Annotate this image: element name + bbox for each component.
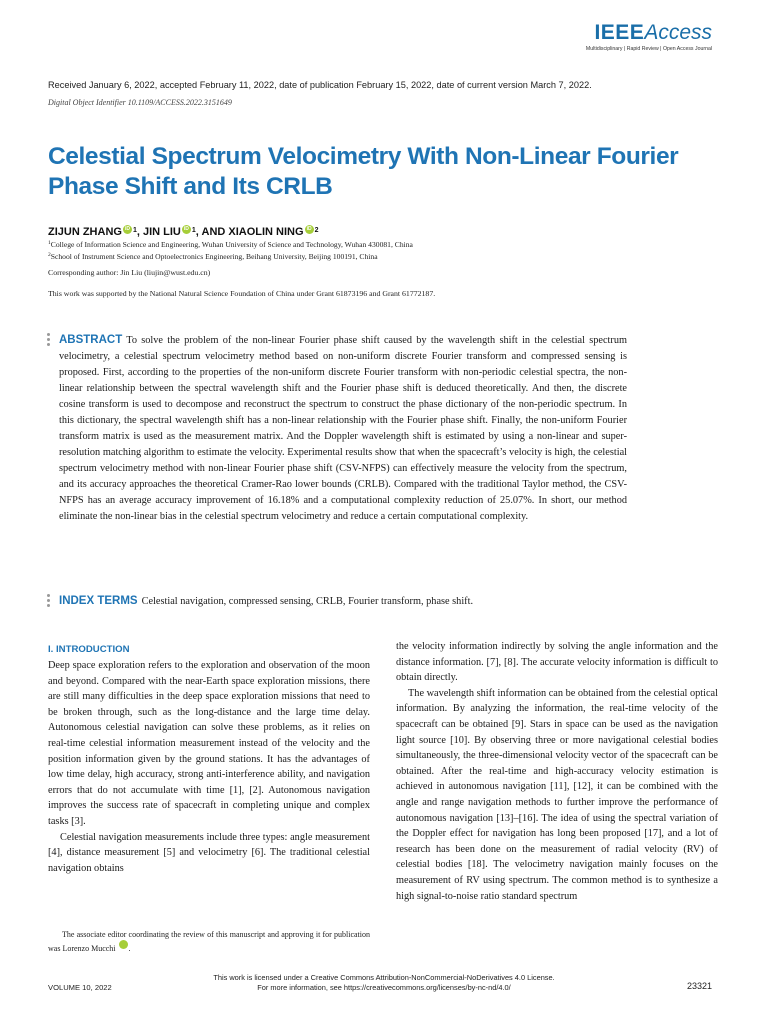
paragraph: Deep space exploration refers to the exploration and observation of the moon and beyond. Compared with the near-Earth space exploration missions, there are still many difficulties in the deep space exploration missions that need to be broken through, such as the long-distance and the large time delay. Autonomous celestial navigation can solve these problems, as it relies on real-time celestial information measurement instead of the velocity and the position information given by the ground stations. It has the advantages of low time delay, high accuracy, strong anti-interference ability, and navigation errors that do not accumulate with time [1], [2]. Autonomous navigation improves the success rate of spacecraft in completing unique and complex tasks [3]. [48,660,370,827]
license-line[interactable]: This work is licensed under a Creative Commons Attribution-NonCommercial-NoDerivatives 4.0 License. [213,973,555,982]
paper-title: Celestial Spectrum Velocimetry With Non-Linear Fourier Phase Shift and Its CRLB [48,143,679,200]
logo-access: Access [644,21,712,44]
index-terms-marker-icon [47,594,51,609]
author-affiliation-mark: 1 [132,226,137,234]
abstract [59,332,627,525]
paragraph: the velocity information indirectly by solving the angle information and the distance information. [7], [8]. The accurate velocity information is difficult to obtain directly. [396,641,718,684]
right-column [396,639,718,904]
affiliation-number: 2 [48,252,51,258]
orcid-icon[interactable]: iD [124,225,130,232]
author-name: JIN LIU [142,226,181,238]
logo-ieee: IEEE [594,21,645,44]
author-affiliation-mark: 2 [314,226,319,234]
orcid-icon[interactable]: iD [183,225,189,232]
corresponding-author: Corresponding author: Jin Liu (liujin@wust.edu.cn) [48,268,211,277]
orcid-icon[interactable]: iD [119,940,128,949]
author-name: XIAOLIN NING [228,226,304,238]
journal-logo [586,22,712,52]
footnote-end: . [128,944,131,953]
received-dates: Received January 6, 2022, accepted February 11, 2022, date of publication February 15, 2022, date of current version March 7, 2022. [48,80,592,90]
affiliation-number: 1 [48,240,51,246]
orcid-icon[interactable]: iD [306,225,312,232]
author-name: ZIJUN ZHANG [48,226,122,238]
paragraph: The wavelength shift information can be obtained from the celestial optical information. By analyzing the information, the real-time velocity of the spacecraft can be obtained [9]. Stars in space can be used as the navigation light source [10]. By observing three or more navigational celestial bodies simultaneously, the three-dimensional velocity vector of the spacecraft can be obtained. After the real-time and high-accuracy velocity estimation is achieved in autonomous navigation [11], [12], it can be combined with the angle and range navigation methods to further improve the performance of autonomous navigation [13]–[16]. The idea of using the spectral variation of the Doppler effect for navigation has long been proposed [17], and a lot of research has been done on the measurement of radial velocity (RV) of celestial bodies [18]. The velocimetry navigation mainly focuses on the measurement of RV using spectrum. The common method is to synthesize a high signal-to-noise ratio standard spectrum [396,687,718,902]
left-column [48,643,370,876]
index-terms-text: Celestial navigation, compressed sensing, CRLB, Fourier transform, phase shift. [141,596,474,607]
index-terms [59,593,473,610]
section-heading: I. INTRODUCTION [48,644,130,655]
page-number: 23321 [686,981,712,991]
doi-line[interactable]: Digital Object Identifier 10.1109/ACCESS.2022.3151649 [48,98,232,107]
affiliation [48,240,413,249]
footnote-text: The associate editor coordinating the review of this manuscript and approving it for publication was Lorenzo Mucchi [48,930,370,953]
logo-wordmark [586,22,712,44]
funding-statement: This work was supported by the National Natural Science Foundation of China under Grant 61873196 and Grant 61772187. [48,289,436,298]
author-separator: , [136,226,143,238]
affiliation-text: School of Instrument Science and Optoelectronics Engineering, Beihang University, Beijing 100191, China [50,252,378,261]
author-affiliation-mark: 1 [191,226,196,234]
license-link[interactable]: For more information, see https://creativecommons.org/licenses/by-nc-nd/4.0/ [257,983,511,992]
abstract-marker-icon [47,333,51,348]
author-list [48,226,318,238]
affiliation-text: College of Information Science and Engineering, Wuhan University of Science and Technology, Wuhan 430081, China [50,240,413,249]
abstract-text: To solve the problem of the non-linear Fourier phase shift caused by the wavelength shift in the celestial spectrum velocimetry, a celestial spectrum velocimetry method based on non-uniform discrete Fourier transform and compressed sensing is proposed. First, according to the properties of the non-uniform discrete Fourier transform with non-periodic celestial spectra, the non-linear relationship between the spectral wavelength shift and the Fourier phase shift is deduced theoretically. And then, the discrete cosine transform is used to decompose and reconstruct the spectrum to construct the phase dictionary of the non-periodic spectrum. In this dictionary, the spectral wavelength shift has a non-linear relationship with the Fourier phase shift. Finally, the non-uniform Fourier transform matrix is used as the measurement matrix. And the Doppler wavelength shift is estimated by using a non-linear and super-resolution matching algorithm to estimate the velocity. Experimental results show that when the spacecraft’s velocity is high, the celestial spectrum velocimetry method with non-linear Fourier phase shift (CSV-NFPS) can effectively measure the velocity from the spectrum, and its accuracy approaches the theoretical Cramer-Rao lower bounds (CRLB). Compared with the traditional Taylor method, the CSV-NFPS has an average accuracy improvement of 16.18% and a computational complexity reduction of 25.07%. In short, our method eliminate the non-linear bias in the celestial spectrum velocimetry and reduce a certain computational complexity. [59,335,627,522]
author-separator: , AND [195,226,229,238]
affiliation [48,252,378,261]
index-terms-label: INDEX TERMS [59,595,138,607]
logo-tagline: Multidisciplinary | Rapid Review | Open Access Journal [585,46,712,52]
editor-footnote [48,928,370,956]
volume-label: VOLUME 10, 2022 [48,983,112,992]
license-notice [0,973,768,993]
paragraph: Celestial navigation measurements include three types: angle measurement [4], distance measurement [5] and velocimetry [6]. The traditional celestial navigation obtains [48,831,370,874]
abstract-label: ABSTRACT [59,334,123,346]
